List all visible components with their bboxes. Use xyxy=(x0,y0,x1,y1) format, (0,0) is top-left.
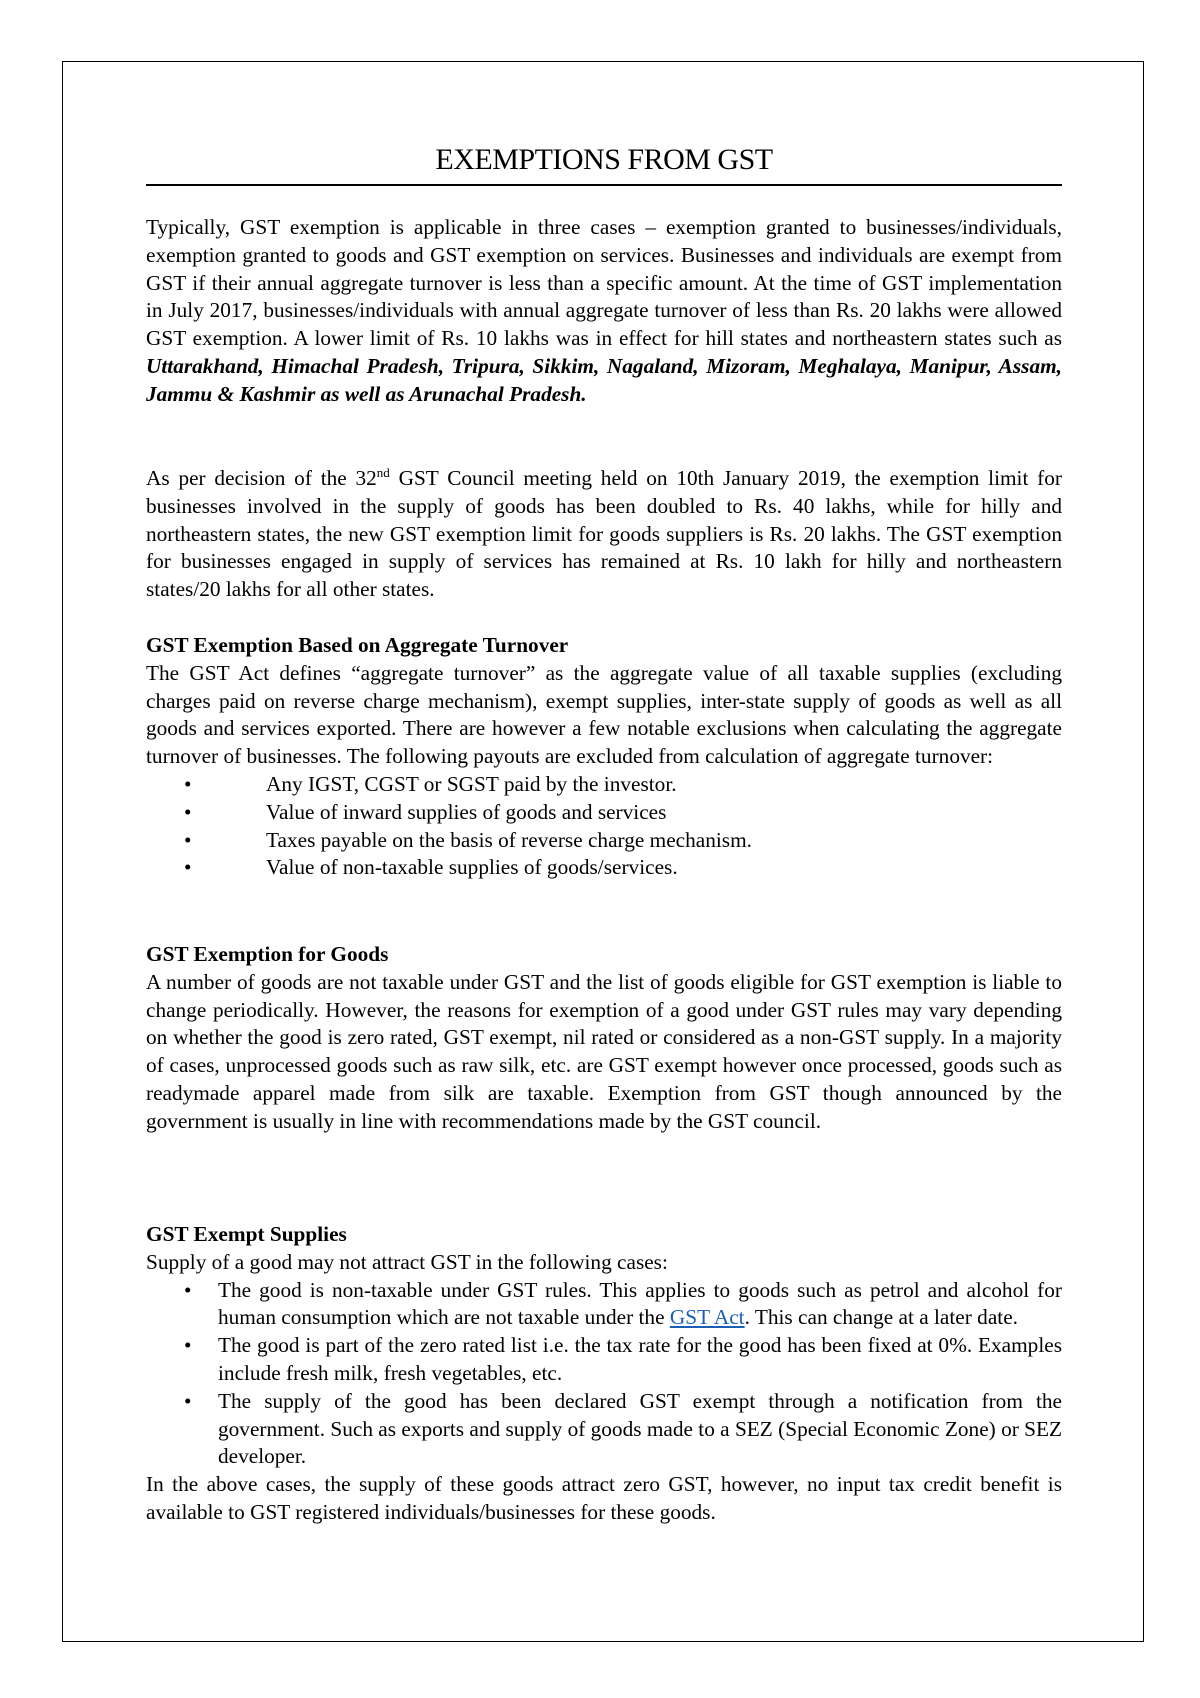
bullet-glyph: • xyxy=(184,1388,192,1413)
turnover-heading: GST Exemption Based on Aggregate Turnover xyxy=(146,633,569,657)
gst-act-link[interactable]: GST Act xyxy=(669,1305,745,1330)
goods-heading: GST Exemption for Goods xyxy=(146,942,389,966)
list-item xyxy=(146,799,1062,827)
list-item xyxy=(146,1332,1062,1388)
goods-paragraph: A number of goods are not taxable under GST and the list of goods eligible for GST exemption is liable to change periodically. However, the reasons for exemption of a good under GST rules may vary depending on whether the good is zero rated, GST exempt, nil rated or considered as a non-GST supply. In a majority of cases, unprocessed goods such as raw silk, etc. are GST exempt however once processed, goods such as readymade apparel made from silk are taxable. Exemption from GST though announced by the government is usually in line with recommendations made by the GST council. xyxy=(146,969,1062,1133)
list-item-text: Value of non-taxable supplies of goods/services. xyxy=(266,855,678,880)
list-item xyxy=(146,1388,1062,1471)
list-item-text: The good is non-taxable under GST rules. This applies to goods such as petrol and alcohol for human consumption which are not taxable under the xyxy=(218,1277,1062,1330)
council-text-after: GST Council meeting held on 10th January 2019, the exemption limit for businesses involved in the supply of goods has been doubled to Rs. 40 lakhs, while for hilly and northeastern states, the new GST exemption limit for goods suppliers is Rs. 20 lakhs. The GST exemption for businesses engaged in supply of services has remained at Rs. 10 lakh for hilly and northeastern states/20 lakhs for all other states. xyxy=(146,466,1063,602)
supplies-list xyxy=(146,1277,1062,1472)
list-item-text: The supply of the good has been declared GST exempt through a notification from the government. Such as exports and supply of goods made to a SEZ (Special Economic Zone) or SEZ developer. xyxy=(218,1388,1063,1469)
bullet-glyph: • xyxy=(184,799,192,824)
list-item xyxy=(146,827,1062,855)
supplies-heading: GST Exempt Supplies xyxy=(146,1222,347,1246)
list-item-text: Taxes payable on the basis of reverse charge mechanism. xyxy=(266,827,752,852)
bullet-glyph: • xyxy=(184,1333,192,1358)
list-item xyxy=(146,1277,1062,1333)
page-title: EXEMPTIONS FROM GST xyxy=(435,143,773,176)
list-item-text: Value of inward supplies of goods and services xyxy=(266,799,667,824)
bullet-glyph: • xyxy=(184,771,192,796)
turnover-section xyxy=(146,632,1062,882)
bullet-glyph: • xyxy=(184,1277,192,1302)
intro-paragraph xyxy=(146,214,1062,409)
supplies-intro: Supply of a good may not attract GST in the following cases: xyxy=(146,1249,668,1274)
title-underline xyxy=(146,184,1062,186)
supplies-section xyxy=(146,1221,1062,1527)
list-item-text: The good is part of the zero rated list i.e. the tax rate for the good has been fixed at 0%. Examples include fresh milk, fresh vegetables, etc. xyxy=(218,1333,1062,1385)
council-superscript: nd xyxy=(376,465,390,480)
supplies-closing: In the above cases, the supply of these goods attract zero GST, however, no input tax credit benefit is available to GST registered individuals/businesses for these goods. xyxy=(146,1472,1062,1524)
list-item xyxy=(146,854,1062,882)
bullet-glyph: • xyxy=(184,855,192,880)
turnover-paragraph: The GST Act defines “aggregate turnover” as the aggregate value of all taxable supplies (excluding charges paid on reverse charge mechanism), exempt supplies, inter-state supply of goods as well as all goods and services exported. There are however a few notable exclusions when calculating the aggregate turnover of businesses. The following payouts are excluded from calculation of aggregate turnover: xyxy=(146,660,1062,769)
council-paragraph xyxy=(146,465,1062,604)
goods-section xyxy=(146,941,1062,1136)
council-text-before: As per decision of the 32 xyxy=(146,466,377,490)
intro-text: Typically, GST exemption is applicable in three cases – exemption granted to businesses/individuals, exemption granted to goods and GST exemption on services. Businesses and individuals are exempt from GST if their annual aggregate turnover is less than a specific amount. At the time of GST implementation in July 2017, businesses/individuals with annual aggregate turnover of less than Rs. 20 lakhs were allowed GST exemption. A lower limit of Rs. 10 lakhs was in effect for hill states and northeastern states such as xyxy=(146,215,1062,351)
turnover-exclusions-list xyxy=(146,771,1062,882)
list-item xyxy=(146,771,1062,799)
states-list: Uttarakhand, Himachal Pradesh, Tripura, Sikkim, Nagaland, Mizoram, Meghalaya, Manipur, Assam, Jammu & Kashmir as well as Arunachal Pradesh. xyxy=(146,353,1062,406)
list-item-text: . This can change at a later date. xyxy=(744,1305,1018,1330)
list-item-text: Any IGST, CGST or SGST paid by the investor. xyxy=(266,771,677,796)
bullet-glyph: • xyxy=(184,827,192,852)
